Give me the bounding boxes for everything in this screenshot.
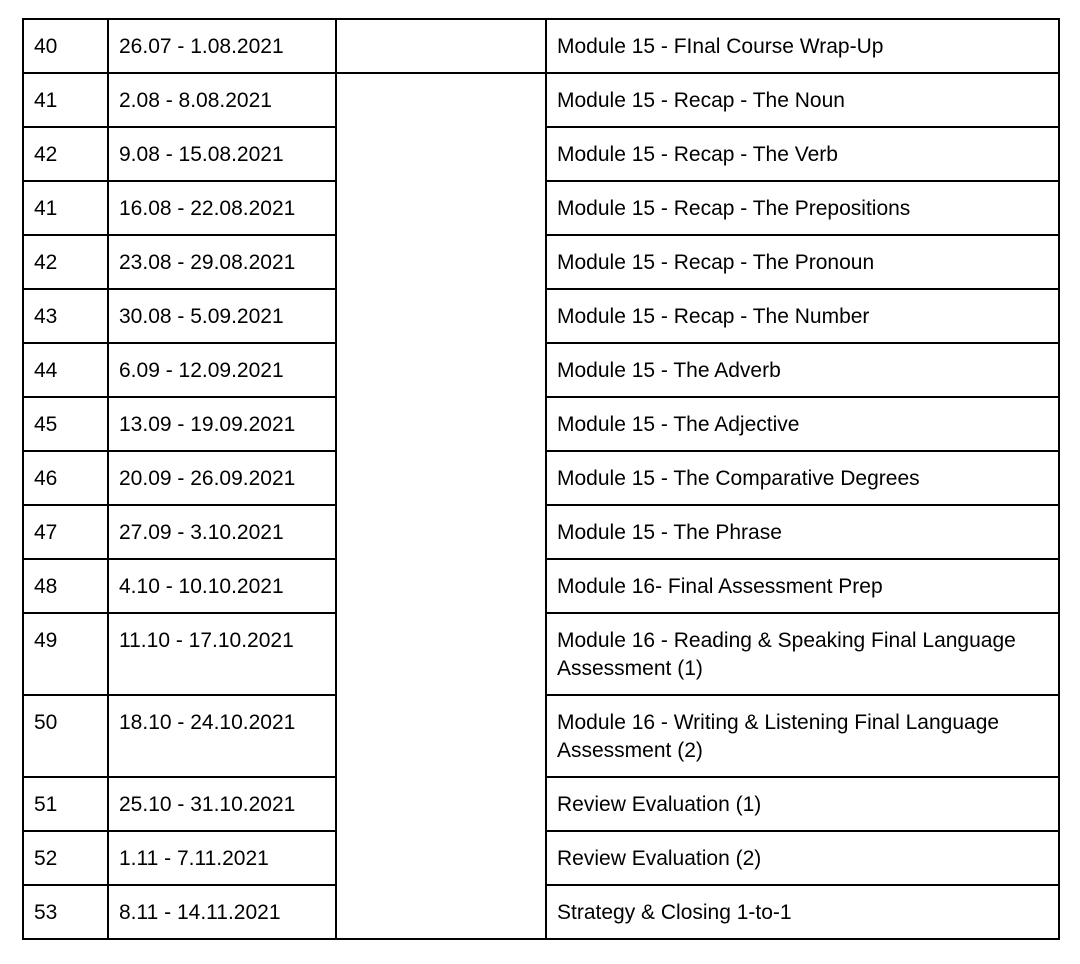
week-cell: 44: [23, 343, 108, 397]
week-cell: 49: [23, 613, 108, 695]
dates-cell: 11.10 - 17.10.2021: [108, 613, 336, 695]
dates-cell: 30.08 - 5.09.2021: [108, 289, 336, 343]
topic-cell: Strategy & Closing 1-to-1: [546, 885, 1059, 939]
empty-cell: [336, 19, 546, 73]
topic-cell: Module 15 - Recap - The Verb: [546, 127, 1059, 181]
topic-cell: Review Evaluation (2): [546, 831, 1059, 885]
topic-cell: Module 15 - The Adverb: [546, 343, 1059, 397]
week-cell: 52: [23, 831, 108, 885]
topic-cell: Module 15 - The Comparative Degrees: [546, 451, 1059, 505]
dates-cell: 4.10 - 10.10.2021: [108, 559, 336, 613]
topic-cell: Module 15 - FInal Course Wrap-Up: [546, 19, 1059, 73]
week-cell: 47: [23, 505, 108, 559]
topic-cell: Module 16 - Reading & Speaking Final Language Assessment (1): [546, 613, 1059, 695]
empty-merged-cell: [336, 73, 546, 939]
week-cell: 51: [23, 777, 108, 831]
week-cell: 53: [23, 885, 108, 939]
dates-cell: 8.11 - 14.11.2021: [108, 885, 336, 939]
dates-cell: 9.08 - 15.08.2021: [108, 127, 336, 181]
dates-cell: 23.08 - 29.08.2021: [108, 235, 336, 289]
dates-cell: 25.10 - 31.10.2021: [108, 777, 336, 831]
dates-cell: 13.09 - 19.09.2021: [108, 397, 336, 451]
week-cell: 43: [23, 289, 108, 343]
week-cell: 41: [23, 181, 108, 235]
schedule-table: [22, 18, 1060, 940]
topic-cell: Module 15 - The Phrase: [546, 505, 1059, 559]
week-cell: 42: [23, 235, 108, 289]
week-cell: 41: [23, 73, 108, 127]
dates-cell: 27.09 - 3.10.2021: [108, 505, 336, 559]
topic-cell: Module 16 - Writing & Listening Final Language Assessment (2): [546, 695, 1059, 777]
topic-cell: Module 15 - Recap - The Prepositions: [546, 181, 1059, 235]
topic-cell: Module 16- Final Assessment Prep: [546, 559, 1059, 613]
topic-cell: Module 15 - Recap - The Noun: [546, 73, 1059, 127]
topic-cell: Review Evaluation (1): [546, 777, 1059, 831]
dates-cell: 16.08 - 22.08.2021: [108, 181, 336, 235]
week-cell: 45: [23, 397, 108, 451]
week-cell: 40: [23, 19, 108, 73]
table-row: [23, 73, 1059, 127]
week-cell: 48: [23, 559, 108, 613]
week-cell: 50: [23, 695, 108, 777]
dates-cell: 26.07 - 1.08.2021: [108, 19, 336, 73]
dates-cell: 18.10 - 24.10.2021: [108, 695, 336, 777]
week-cell: 46: [23, 451, 108, 505]
topic-cell: Module 15 - The Adjective: [546, 397, 1059, 451]
dates-cell: 2.08 - 8.08.2021: [108, 73, 336, 127]
topic-cell: Module 15 - Recap - The Pronoun: [546, 235, 1059, 289]
week-cell: 42: [23, 127, 108, 181]
dates-cell: 1.11 - 7.11.2021: [108, 831, 336, 885]
topic-cell: Module 15 - Recap - The Number: [546, 289, 1059, 343]
table-row: [23, 19, 1059, 73]
dates-cell: 6.09 - 12.09.2021: [108, 343, 336, 397]
dates-cell: 20.09 - 26.09.2021: [108, 451, 336, 505]
